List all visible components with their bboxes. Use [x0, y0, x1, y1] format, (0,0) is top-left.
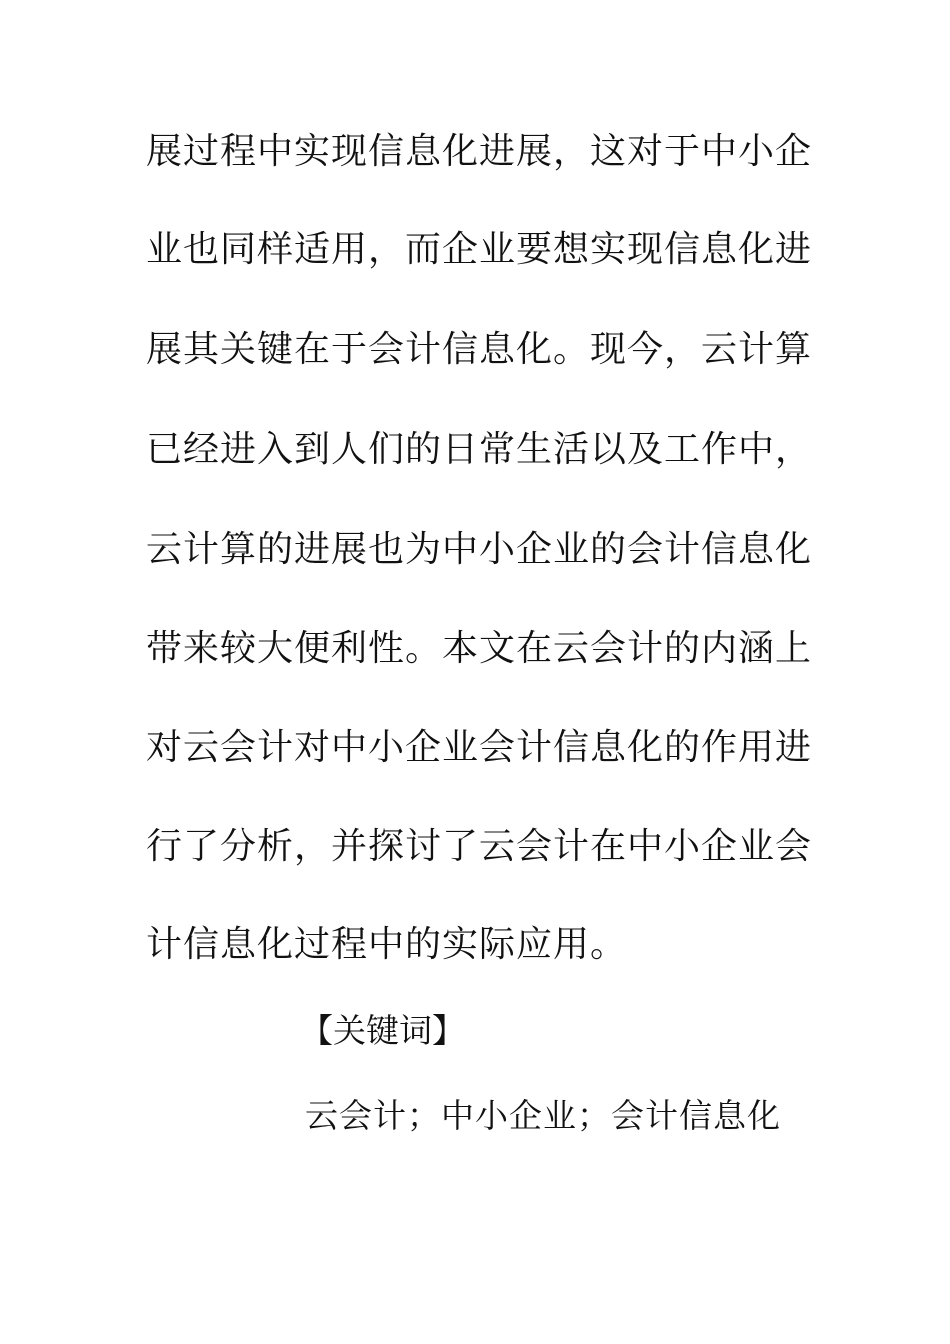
abstract-line-8: 行了分析，并探讨了云会计在中小企业会: [146, 826, 813, 867]
keywords-list: 云会计；中小企业；会计信息化: [305, 1096, 781, 1135]
abstract-line-9: 计信息化过程中的实际应用。: [146, 924, 628, 965]
keywords-heading: 【关键词】: [300, 1011, 465, 1050]
abstract-line-1: 展过程中实现信息化进展，这对于中小企: [146, 131, 813, 172]
abstract-line-4: 已经进入到人们的日常生活以及工作中，: [146, 429, 813, 470]
abstract-line-7: 对云会计对中小企业会计信息化的作用进: [146, 727, 813, 768]
abstract-line-6: 带来较大便利性。本文在云会计的内涵上: [146, 628, 813, 669]
abstract-line-5: 云计算的进展也为中小企业的会计信息化: [146, 529, 813, 570]
abstract-line-3: 展其关键在于会计信息化。现今，云计算: [146, 329, 813, 370]
abstract-line-2: 业也同样适用，而企业要想实现信息化进: [146, 229, 813, 270]
